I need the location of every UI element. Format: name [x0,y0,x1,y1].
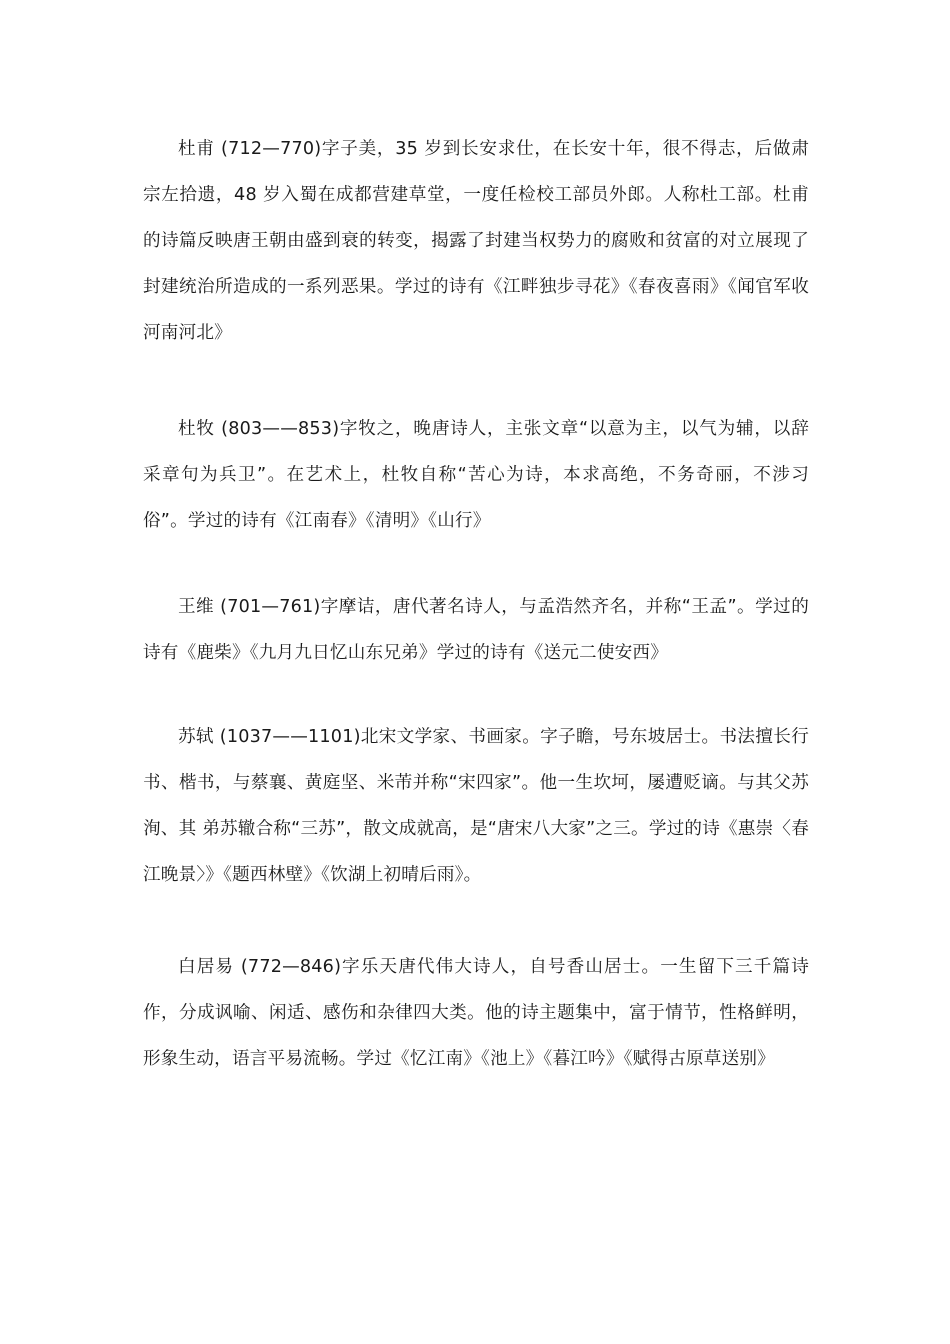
paragraph-su-shi: 苏轼 (1037——1101)北宋文学家、书画家。字子瞻，号东坡居士。书法擅长行书、楷书，与蔡襄、黄庭坚、米芾并称“宋四家”。他一生坎坷，屡遭贬谪。与其父苏洵、其 弟苏辙合称“三苏”，散文成就高，是“唐宋八大家”之三。学过的诗《惠崇〈春江晚景〉》《题西林壁》《饮湖上初晴后雨》。 [143,727,809,885]
paragraph-du-mu: 杜牧 (803——853)字牧之，晚唐诗人，主张文章“以意为主，以气为辅，以辞采章句为兵卫”。在艺术上，杜牧自称“苦心为诗，本求高绝，不务奇丽，不涉习俗”。学过的诗有《江南春》《清明》《山行》 [143,419,809,531]
paragraph-wang-wei: 王维 (701—761)字摩诘，唐代著名诗人，与孟浩然齐名，并称“王孟”。学过的诗有《鹿柴》《九月九日忆山东兄弟》学过的诗有《送元二使安西》 [143,597,809,663]
paragraph-du-fu: 杜甫 (712—770)字子美，35 岁到长安求仕，在长安十年，很不得志，后做肃宗左拾遗，48 岁入蜀在成都营建草堂，一度任检校工部员外郎。人称杜工部。杜甫的诗篇反映唐王朝由盛到衰的转变，揭露了封建当权势力的腐败和贫富的对立展现了封建统治所造成的一系列恶果。学过的诗有《江畔独步寻花》《春夜喜雨》《闻官军收河南河北》 [143,139,809,343]
paragraph-bai-juyi: 白居易 (772—846)字乐天唐代伟大诗人，自号香山居士。一生留下三千篇诗作，分成讽喻、闲适、感伤和杂律四大类。他的诗主题集中，富于情节，性格鲜明，形象生动，语言平易流畅。学过《忆江南》《池上》《暮江吟》《赋得古原草送别》 [143,957,809,1069]
